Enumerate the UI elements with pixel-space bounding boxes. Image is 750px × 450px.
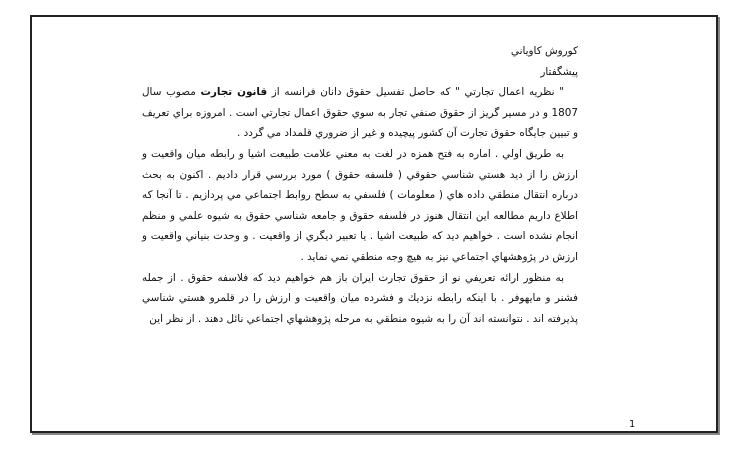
paragraph-1: [142, 82, 578, 144]
paragraph-1-rest: مصوب سال 1807 و در مسير گريز از حقوق صنفي تجار به سوي حقوق اعمال تجارتي است . امروزه براي تعريف و تبيين جايگاه حقوق تجارت آن كشور پيچيده و غير از ضروري قلمداد مي گردد .: [142, 86, 578, 140]
paragraph-1-bold-term: قانون تجارت: [200, 86, 268, 99]
author-name: كوروش كاوياني: [510, 45, 578, 57]
paragraph-2: به طريق اولي . اماره به فتح همزه در لغت به معني علامت طبيعت اشيا و رابطه ميان واقعيت و ارزش را از ديد هستي شناسي حقوقي ( فلسفه حقوق ) مورد بررسي قرار داديم . اكنون به بحث درباره انتقال منطقي داده هاي ( معلومات ) فلسفي به سطح روابط اجتماعي مي پردازيم . تا آنجا كه اطلاع داريم مطالعه اين انتقال هنوز در فلسفه حقوق و جامعه شناسي حقوق به شيوه علمي و منظم انجام نشده است . خواهيم ديد كه طبيعت اشيا . يا تعبير ديگري از واقعيت . و وحدت بنياني واقعيت و ارزش در پژوهشهاي اجتماعي نيز به هيچ وجه منطقي نمي نمايد .: [142, 147, 578, 263]
paragraph-1-start: " نظريه اعمال تجارتي " كه حاصل تفسيل حقوق دانان فرانسه از: [271, 86, 564, 99]
page-number: 1: [629, 419, 636, 430]
document-page: [30, 15, 718, 433]
page-content: [142, 41, 578, 329]
paragraph-3: به منظور ارائه تعريفي نو از حقوق تجارت ايران باز هم خواهيم ديد كه فلاسفه حقوق . از جمله فشنر و مايهوفر . با اينكه رابطه نزديك و فشرده ميان واقعيت و ارزش را در قلمرو هستي شناسي پذيرفته اند . نتوانسته اند آن را به شيوه منطقي به مرحله پژوهشهاي اجتماعي نائل دهند . از نظر اين: [142, 271, 578, 325]
section-heading: پيشگفتار: [540, 65, 578, 78]
